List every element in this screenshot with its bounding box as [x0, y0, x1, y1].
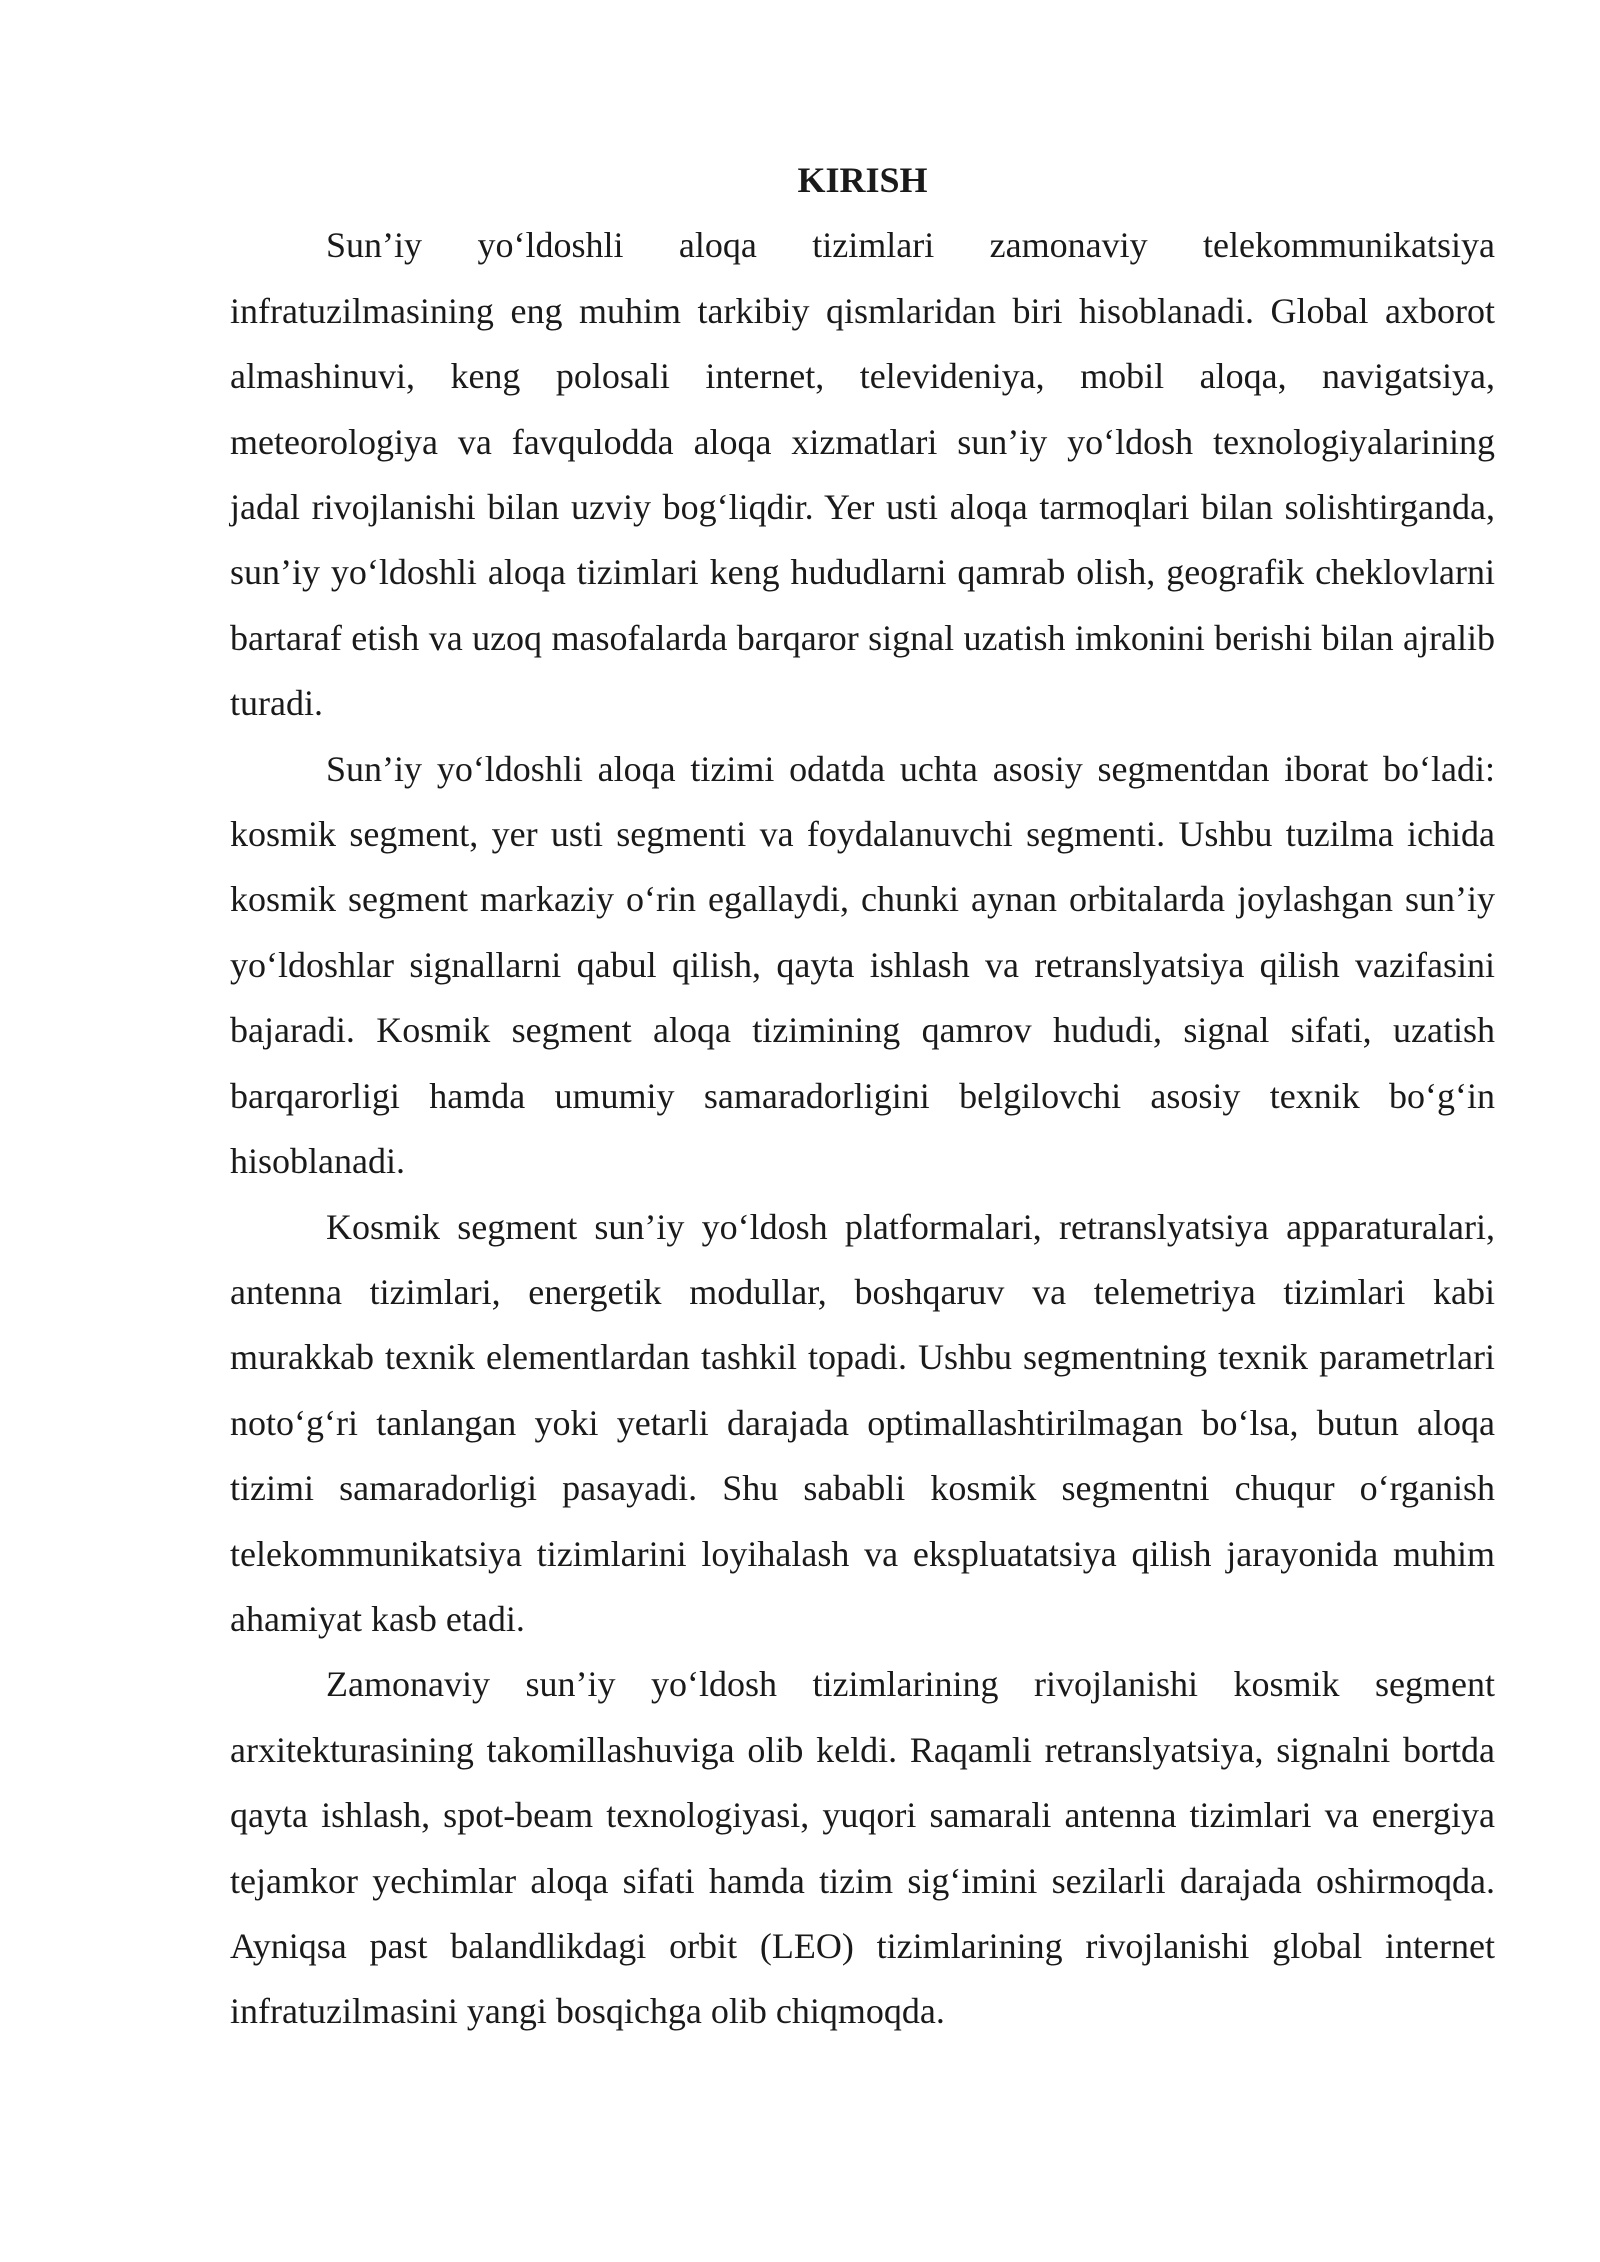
paragraph-2: Sun’iy yo‘ldoshli aloqa tizimi odatda uchta asosiy segmentdan iborat bo‘ladi: kosmik segment, yer usti segmenti va foydalanuvchi segmenti. Ushbu tuzilma ichida kosmik segment markaziy o‘rin egallaydi, chunki aynan orbitalarda joylashgan sun’iy yo‘ldoshlar signallarni qabul qilish, qayta ishlash va retranslyatsiya qilish vazifasini bajaradi. Kosmik segment aloqa tizimining qamrov hududi, signal sifati, uzatish barqarorligi hamda umumiy samaradorligini belgilovchi asosiy texnik bo‘g‘in hisoblanadi. [230, 748, 1495, 1182]
paragraph-1: Sun’iy yo‘ldoshli aloqa tizimlari zamonaviy telekommunikatsiya infratuzilmasining eng muhim tarkibiy qismlaridan biri hisoblanadi. Global axborot almashinuvi, keng polosali internet, televideniya, mobil aloqa, navigatsiya, meteorologiya va favqulodda aloqa xizmatlari sun’iy yo‘ldosh texnologiyalarining jadal rivojlanishi bilan uzviy bog‘liqdir. Yer usti aloqa tarmoqlari bilan solishtirganda, sun’iy yo‘ldoshli aloqa tizimlari keng hududlarni qamrab olish, geografik cheklovlarni bartaraf etish va uzoq masofalarda barqaror signal uzatish imkonini berishi bilan ajralib turadi. [230, 225, 1495, 724]
page-title: KIRISH [797, 160, 928, 200]
document-body [230, 148, 1495, 2045]
paragraph-4: Zamonaviy sun’iy yo‘ldosh tizimlarining rivojlanishi kosmik segment arxitekturasining takomillashuviga olib keldi. Raqamli retranslyatsiya, signalni bortda qayta ishlash, spot-beam texnologiyasi, yuqori samarali antenna tizimlari va energiya tejamkor yechimlar aloqa sifati hamda tizim sig‘imini sezilarli darajada oshirmoqda. Ayniqsa past balandlikdagi orbit (LEO) tizimlarining rivojlanishi global internet infratuzilmasini yangi bosqichga olib chiqmoqda. [230, 1664, 1495, 2032]
paragraph-3: Kosmik segment sun’iy yo‘ldosh platformalari, retranslyatsiya apparaturalari, antenna tizimlari, energetik modullar, boshqaruv va telemetriya tizimlari kabi murakkab texnik elementlardan tashkil topadi. Ushbu segmentning texnik parametrlari noto‘g‘ri tanlangan yoki yetarli darajada optimallashtirilmagan bo‘lsa, butun aloqa tizimi samaradorligi pasayadi. Shu sababli kosmik segmentni chuqur o‘rganish telekommunikatsiya tizimlarini loyihalash va ekspluatatsiya qilish jarayonida muhim ahamiyat kasb etadi. [230, 1206, 1495, 1639]
